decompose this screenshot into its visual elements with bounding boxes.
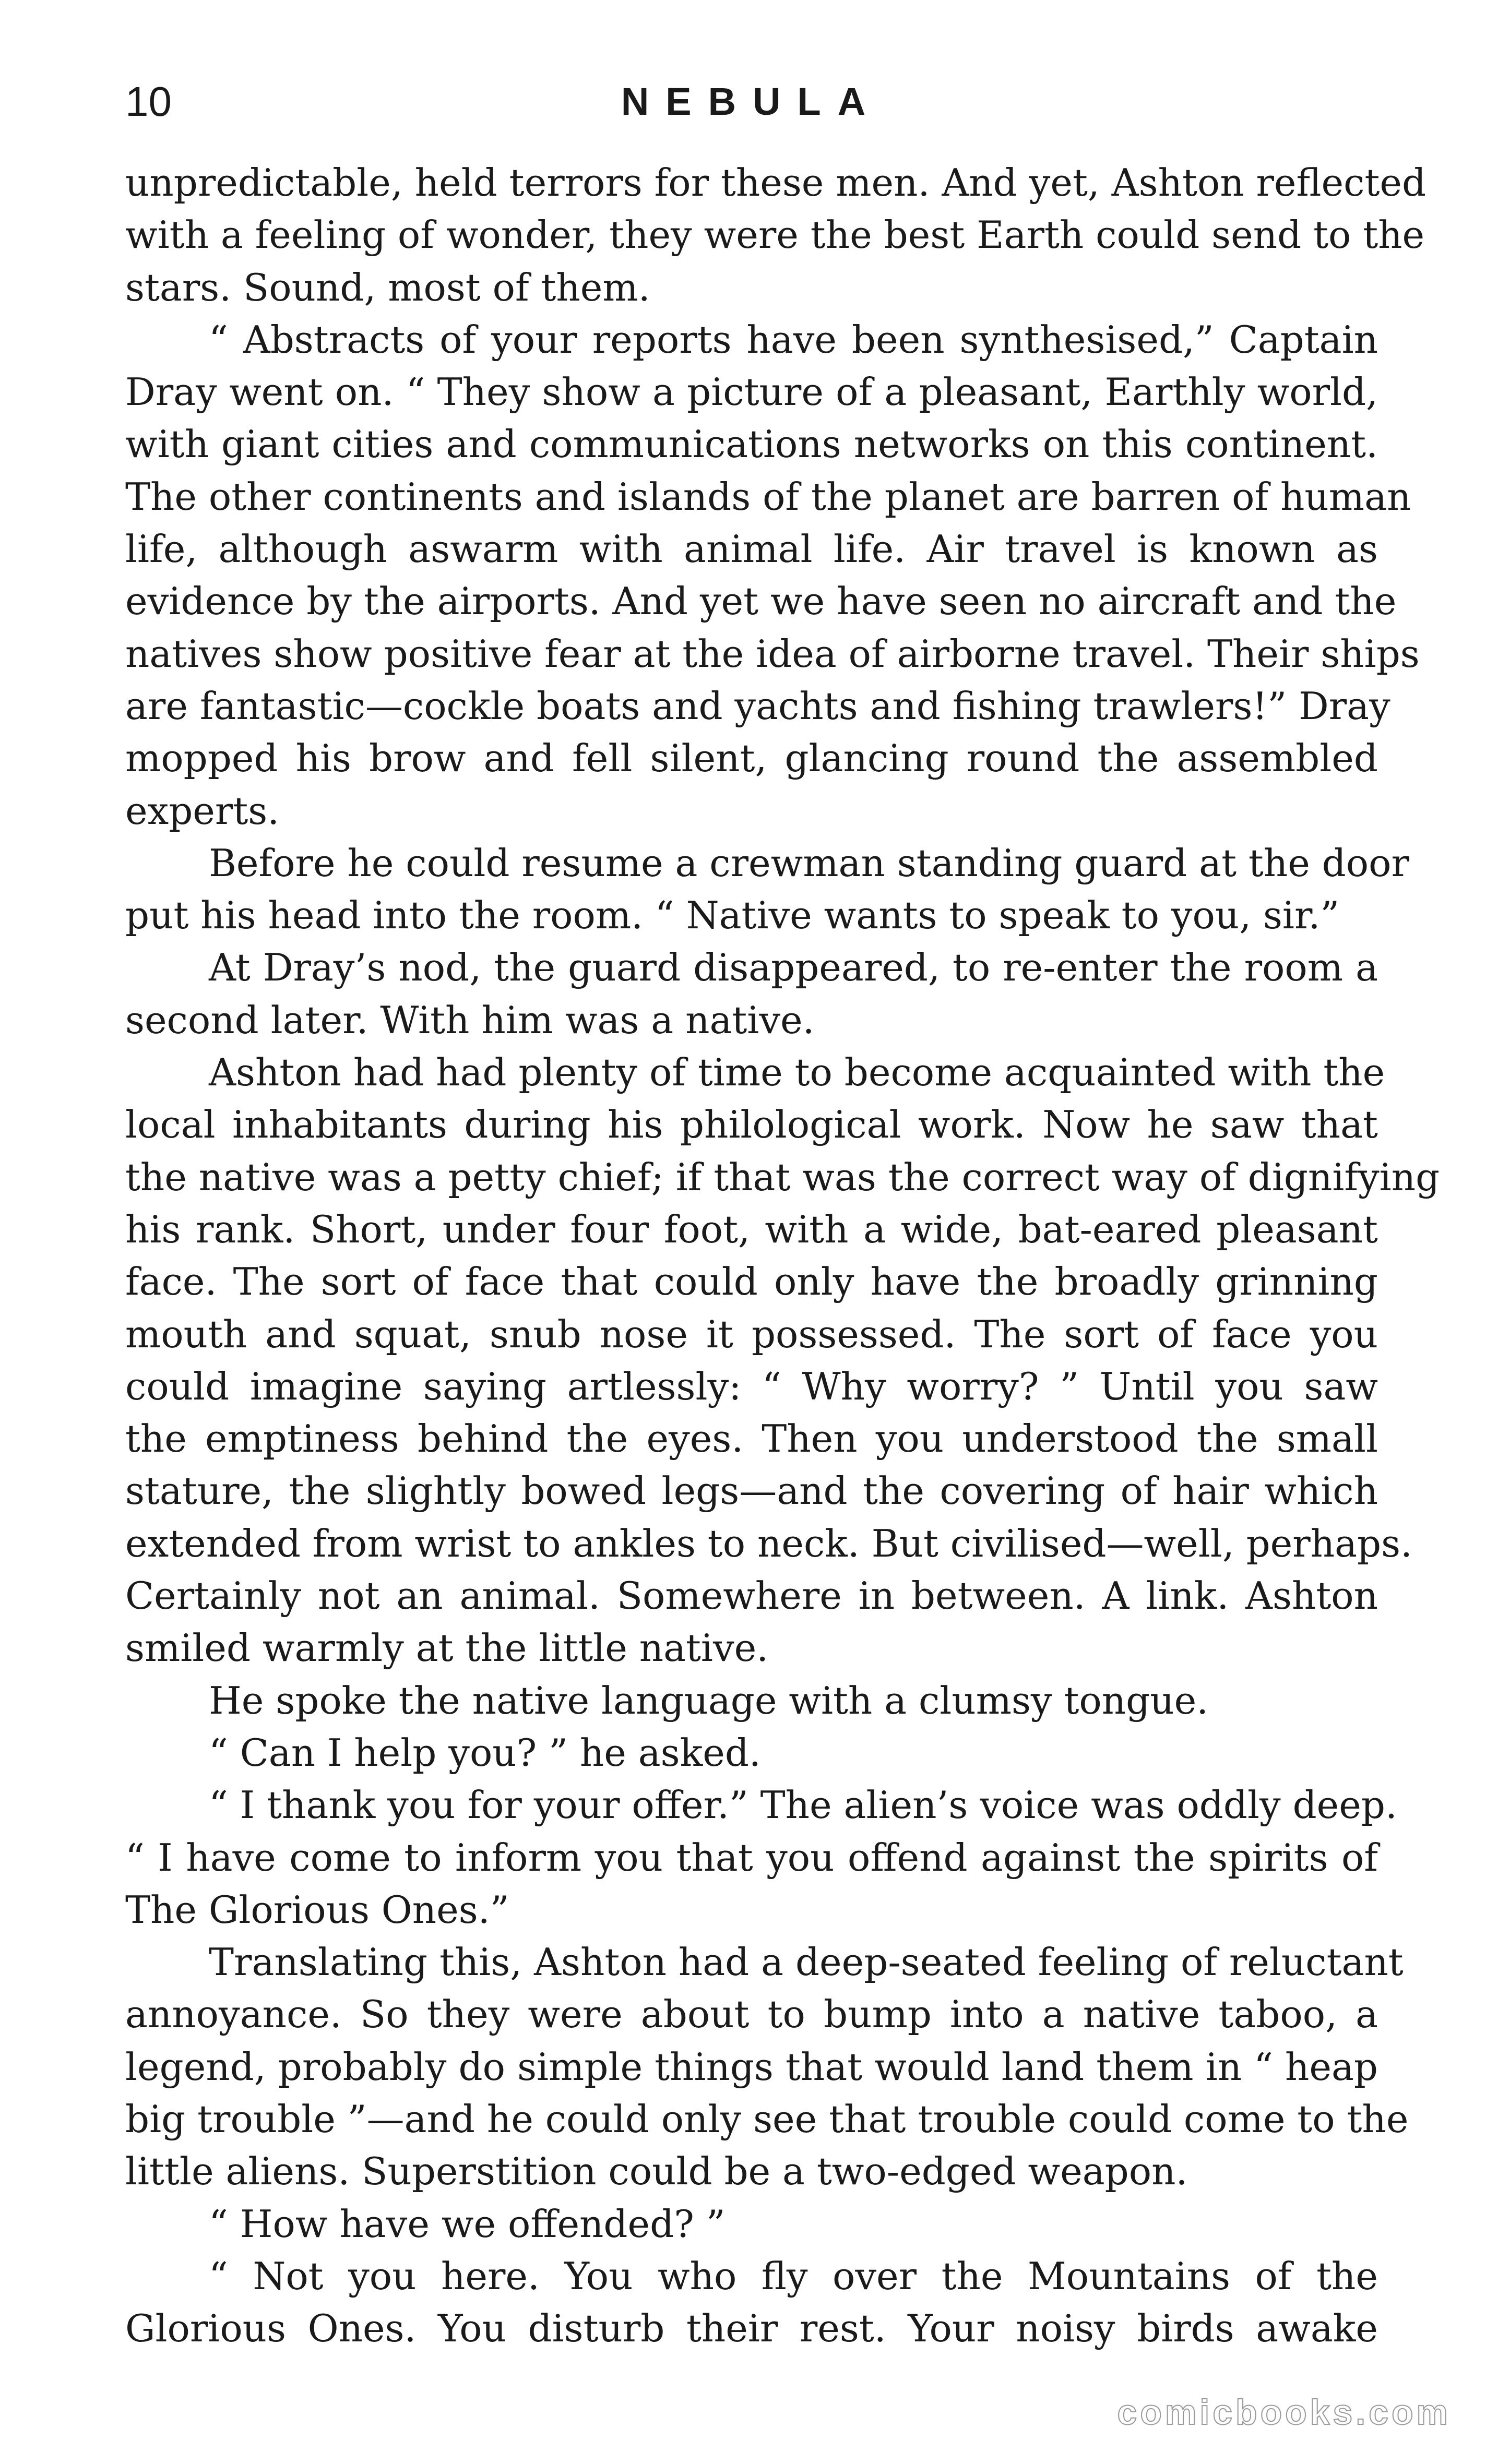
text-line: the emptiness behind the eyes. Then you understood the small (125, 1417, 1378, 1461)
text-line: are fantastic—cockle boats and yachts and fishing trawlers!” Dray (125, 684, 1390, 728)
text-line: mopped his brow and fell silent, glancing round the assembled (125, 736, 1378, 781)
text-line: smiled warmly at the little native. (125, 1626, 769, 1670)
text-line: mouth and squat, snub nose it possessed. The sort of face you (125, 1312, 1378, 1356)
text-line: The other continents and islands of the planet are barren of human (125, 474, 1411, 519)
watermark: comicbooks.com (1117, 2393, 1451, 2432)
text-line: He spoke the native language with a clumsy tongue. (209, 1678, 1209, 1723)
page-number: 10 (125, 78, 172, 125)
text-line: local inhabitants during his philological work. Now he saw that (125, 1103, 1378, 1147)
text-line: with a feeling of wonder, they were the best Earth could send to the (125, 213, 1425, 257)
text-line: “ Not you here. You who fly over the Mountains of the (209, 2254, 1378, 2298)
text-line: the native was a petty chief; if that was the correct way of dignifying (125, 1155, 1440, 1199)
text-line: little aliens. Superstition could be a two-edged weapon. (125, 2149, 1188, 2194)
text-line: “ How have we offended? ” (209, 2202, 726, 2246)
running-title: NEBULA (621, 80, 883, 123)
text-line: Before he could resume a crewman standing guard at the door (209, 841, 1409, 885)
text-line: could imagine saying artlessly: “ Why worry? ” Until you saw (125, 1364, 1378, 1408)
text-line: Translating this, Ashton had a deep-seated feeling of reluctant (209, 1940, 1404, 1984)
text-line: “ Can I help you? ” he asked. (209, 1730, 761, 1775)
text-line: experts. (125, 788, 280, 833)
text-line: Ashton had had plenty of time to become acquainted with the (209, 1050, 1385, 1095)
text-line: with giant cities and communications networks on this continent. (125, 422, 1378, 467)
text-line: “ Abstracts of your reports have been synthesised,” Captain (209, 317, 1378, 362)
text-line: stature, the slightly bowed legs—and the covering of hair which (125, 1469, 1378, 1513)
text-line: natives show positive fear at the idea of airborne travel. Their ships (125, 631, 1420, 676)
text-line: “ I thank you for your offer.” The alien’s voice was oddly deep. (209, 1783, 1397, 1827)
text-line: evidence by the airports. And yet we have seen no aircraft and the (125, 579, 1397, 624)
running-head (125, 73, 1378, 130)
text-line: his rank. Short, under four foot, with a wide, bat-eared pleasant (125, 1207, 1378, 1251)
body-text (125, 157, 1440, 2400)
text-line: big trouble ”—and he could only see that trouble could come to the (125, 2097, 1409, 2141)
text-line: second later. With him was a native. (125, 998, 815, 1042)
text-line: The Glorious Ones.” (125, 1887, 509, 1932)
text-line: annoyance. So they were about to bump into a native taboo, a (125, 1992, 1378, 2037)
text-line: “ I have come to inform you that you offend against the spirits of (125, 1835, 1378, 1880)
text-line: legend, probably do simple things that would land them in “ heap (125, 2044, 1378, 2089)
text-line: Glorious Ones. You disturb their rest. Your noisy birds awake (125, 2306, 1378, 2351)
text-line: life, although aswarm with animal life. Air travel is known as (125, 527, 1378, 571)
text-line: extended from wrist to ankles to neck. But civilised—well, perhaps. (125, 1521, 1412, 1565)
text-line: face. The sort of face that could only have the broadly grinning (125, 1260, 1378, 1304)
text-line: At Dray’s nod, the guard disappeared, to re-enter the room a (209, 946, 1378, 990)
text-line: Dray went on. “ They show a picture of a pleasant, Earthly world, (125, 370, 1378, 414)
text-line: Certainly not an animal. Somewhere in between. A link. Ashton (125, 1574, 1378, 1618)
text-line: unpredictable, held terrors for these men. And yet, Ashton reflected (125, 161, 1426, 205)
text-line: put his head into the room. “ Native wants to speak to you, sir.” (125, 893, 1340, 938)
text-line: stars. Sound, most of them. (125, 265, 650, 309)
